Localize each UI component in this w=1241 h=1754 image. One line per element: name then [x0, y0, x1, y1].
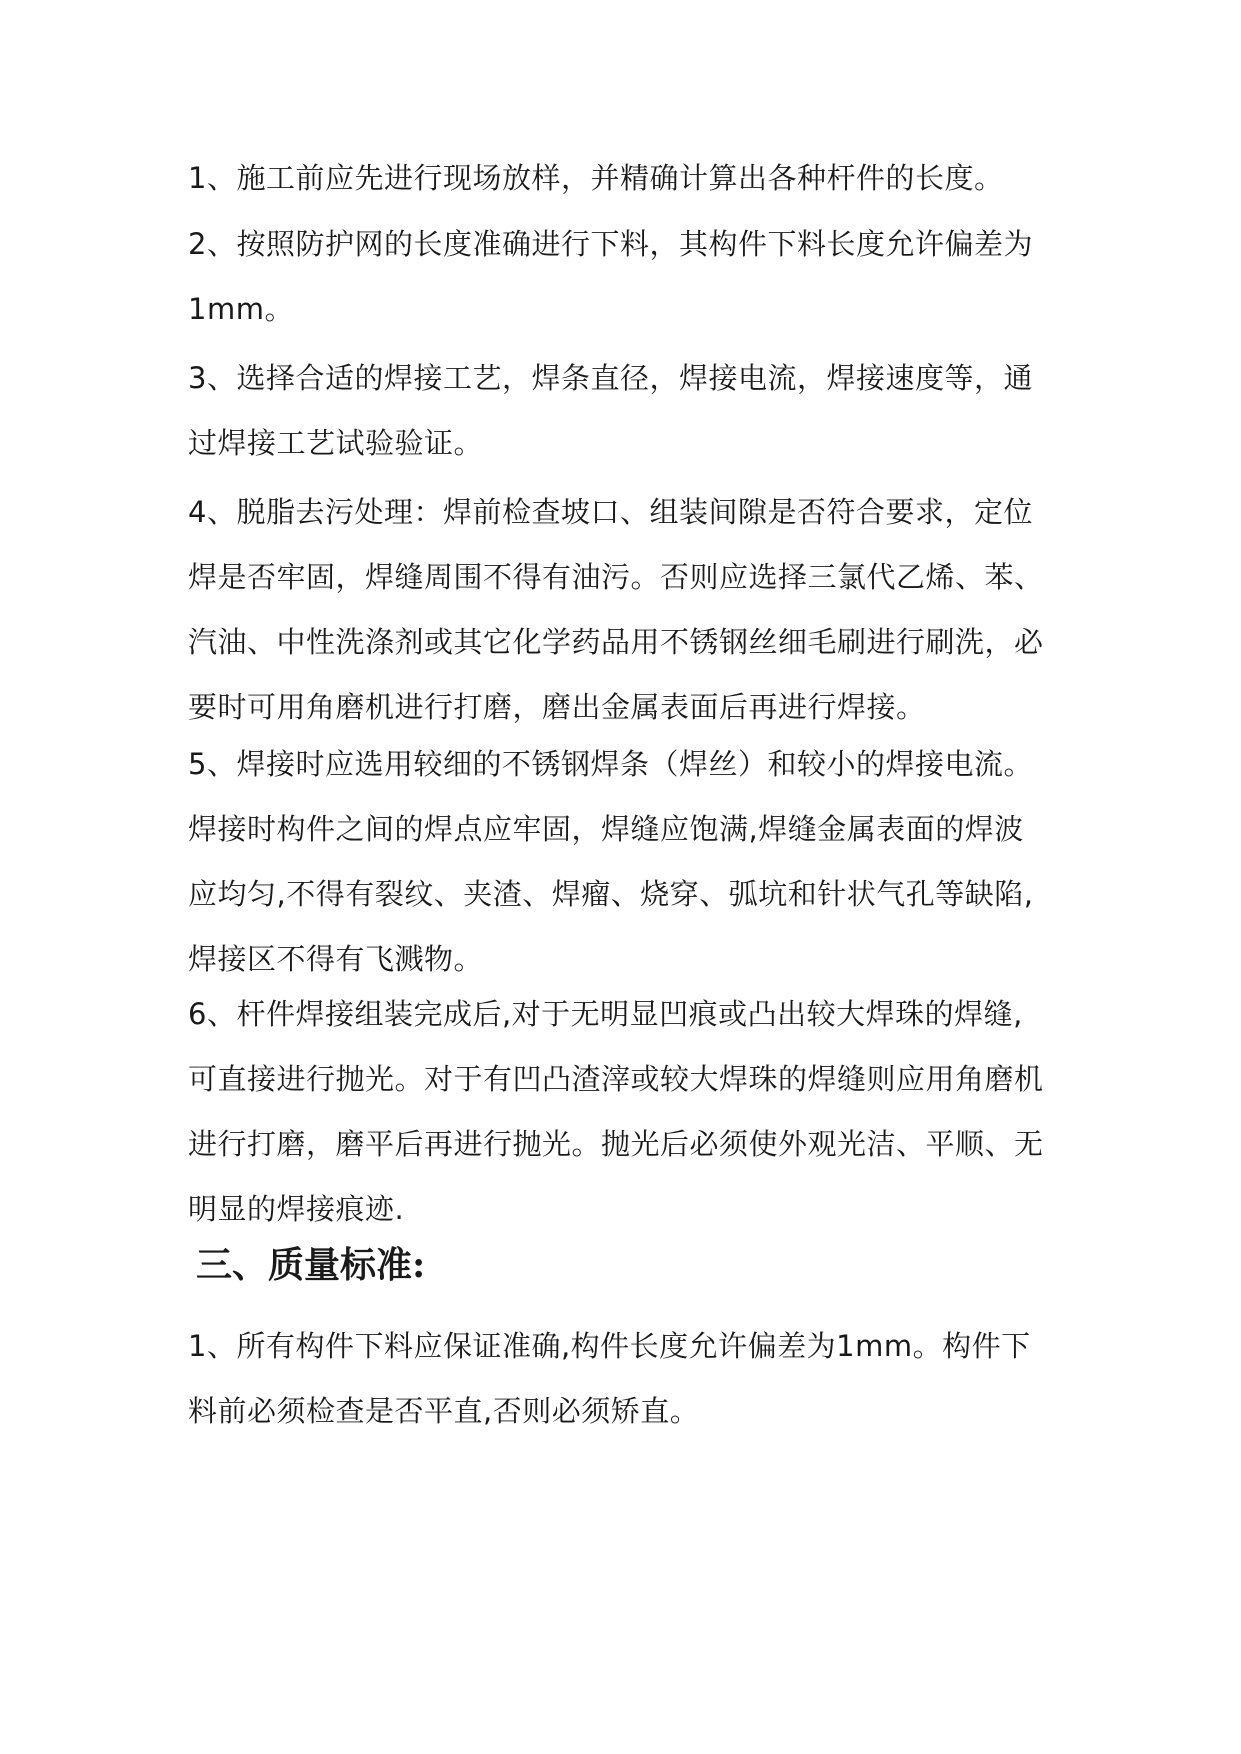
paragraph-1: 1、施工前应先进行现场放样，并精确计算出各种杆件的长度。 — [188, 161, 1004, 195]
quality-paragraph-1: 1、所有构件下料应保证准确,构件长度允许偏差为1mm。构件下料前必须检查是否平直,否则必须矫直。 — [188, 1329, 1031, 1428]
section-heading-quality-standards: 三、质量标准: — [196, 1244, 426, 1286]
paragraph-3: 3、选择合适的焊接工艺，焊条直径，焊接电流，焊接速度等，通过焊接工艺试验验证。 — [188, 361, 1033, 460]
paragraph-2: 2、按照防护网的长度准确进行下料，其构件下料长度允许偏差为1mm。 — [188, 227, 1033, 326]
paragraph-5: 5、焊接时应选用较细的不锈钢焊条（焊丝）和较小的焊接电流。焊接时构件之间的焊点应牢固，焊缝应饱满,焊缝金属表面的焊波应均匀,不得有裂纹、夹渣、焊瘤、烧穿、弧坑和针状气孔等缺陷,焊接区不得有飞溅物。 — [188, 747, 1034, 976]
paragraph-6: 6、杆件焊接组装完成后,对于无明显凹痕或凸出较大焊珠的焊缝,可直接进行抛光。对于有凹凸渣滓或较大焊珠的焊缝则应用角磨机进行打磨，磨平后再进行抛光。抛光后必须使外观光洁、平顺、无明显的焊接痕迹. — [188, 997, 1044, 1226]
paragraph-4: 4、脱脂去污处理：焊前检查坡口、组装间隙是否符合要求，定位焊是否牢固，焊缝周围不得有油污。否则应选择三氯代乙烯、苯、汽油、中性洗涤剂或其它化学药品用不锈钢丝细毛刷进行刷洗，必要时可用角磨机进行打磨，磨出金属表面后再进行焊接。 — [188, 495, 1044, 724]
